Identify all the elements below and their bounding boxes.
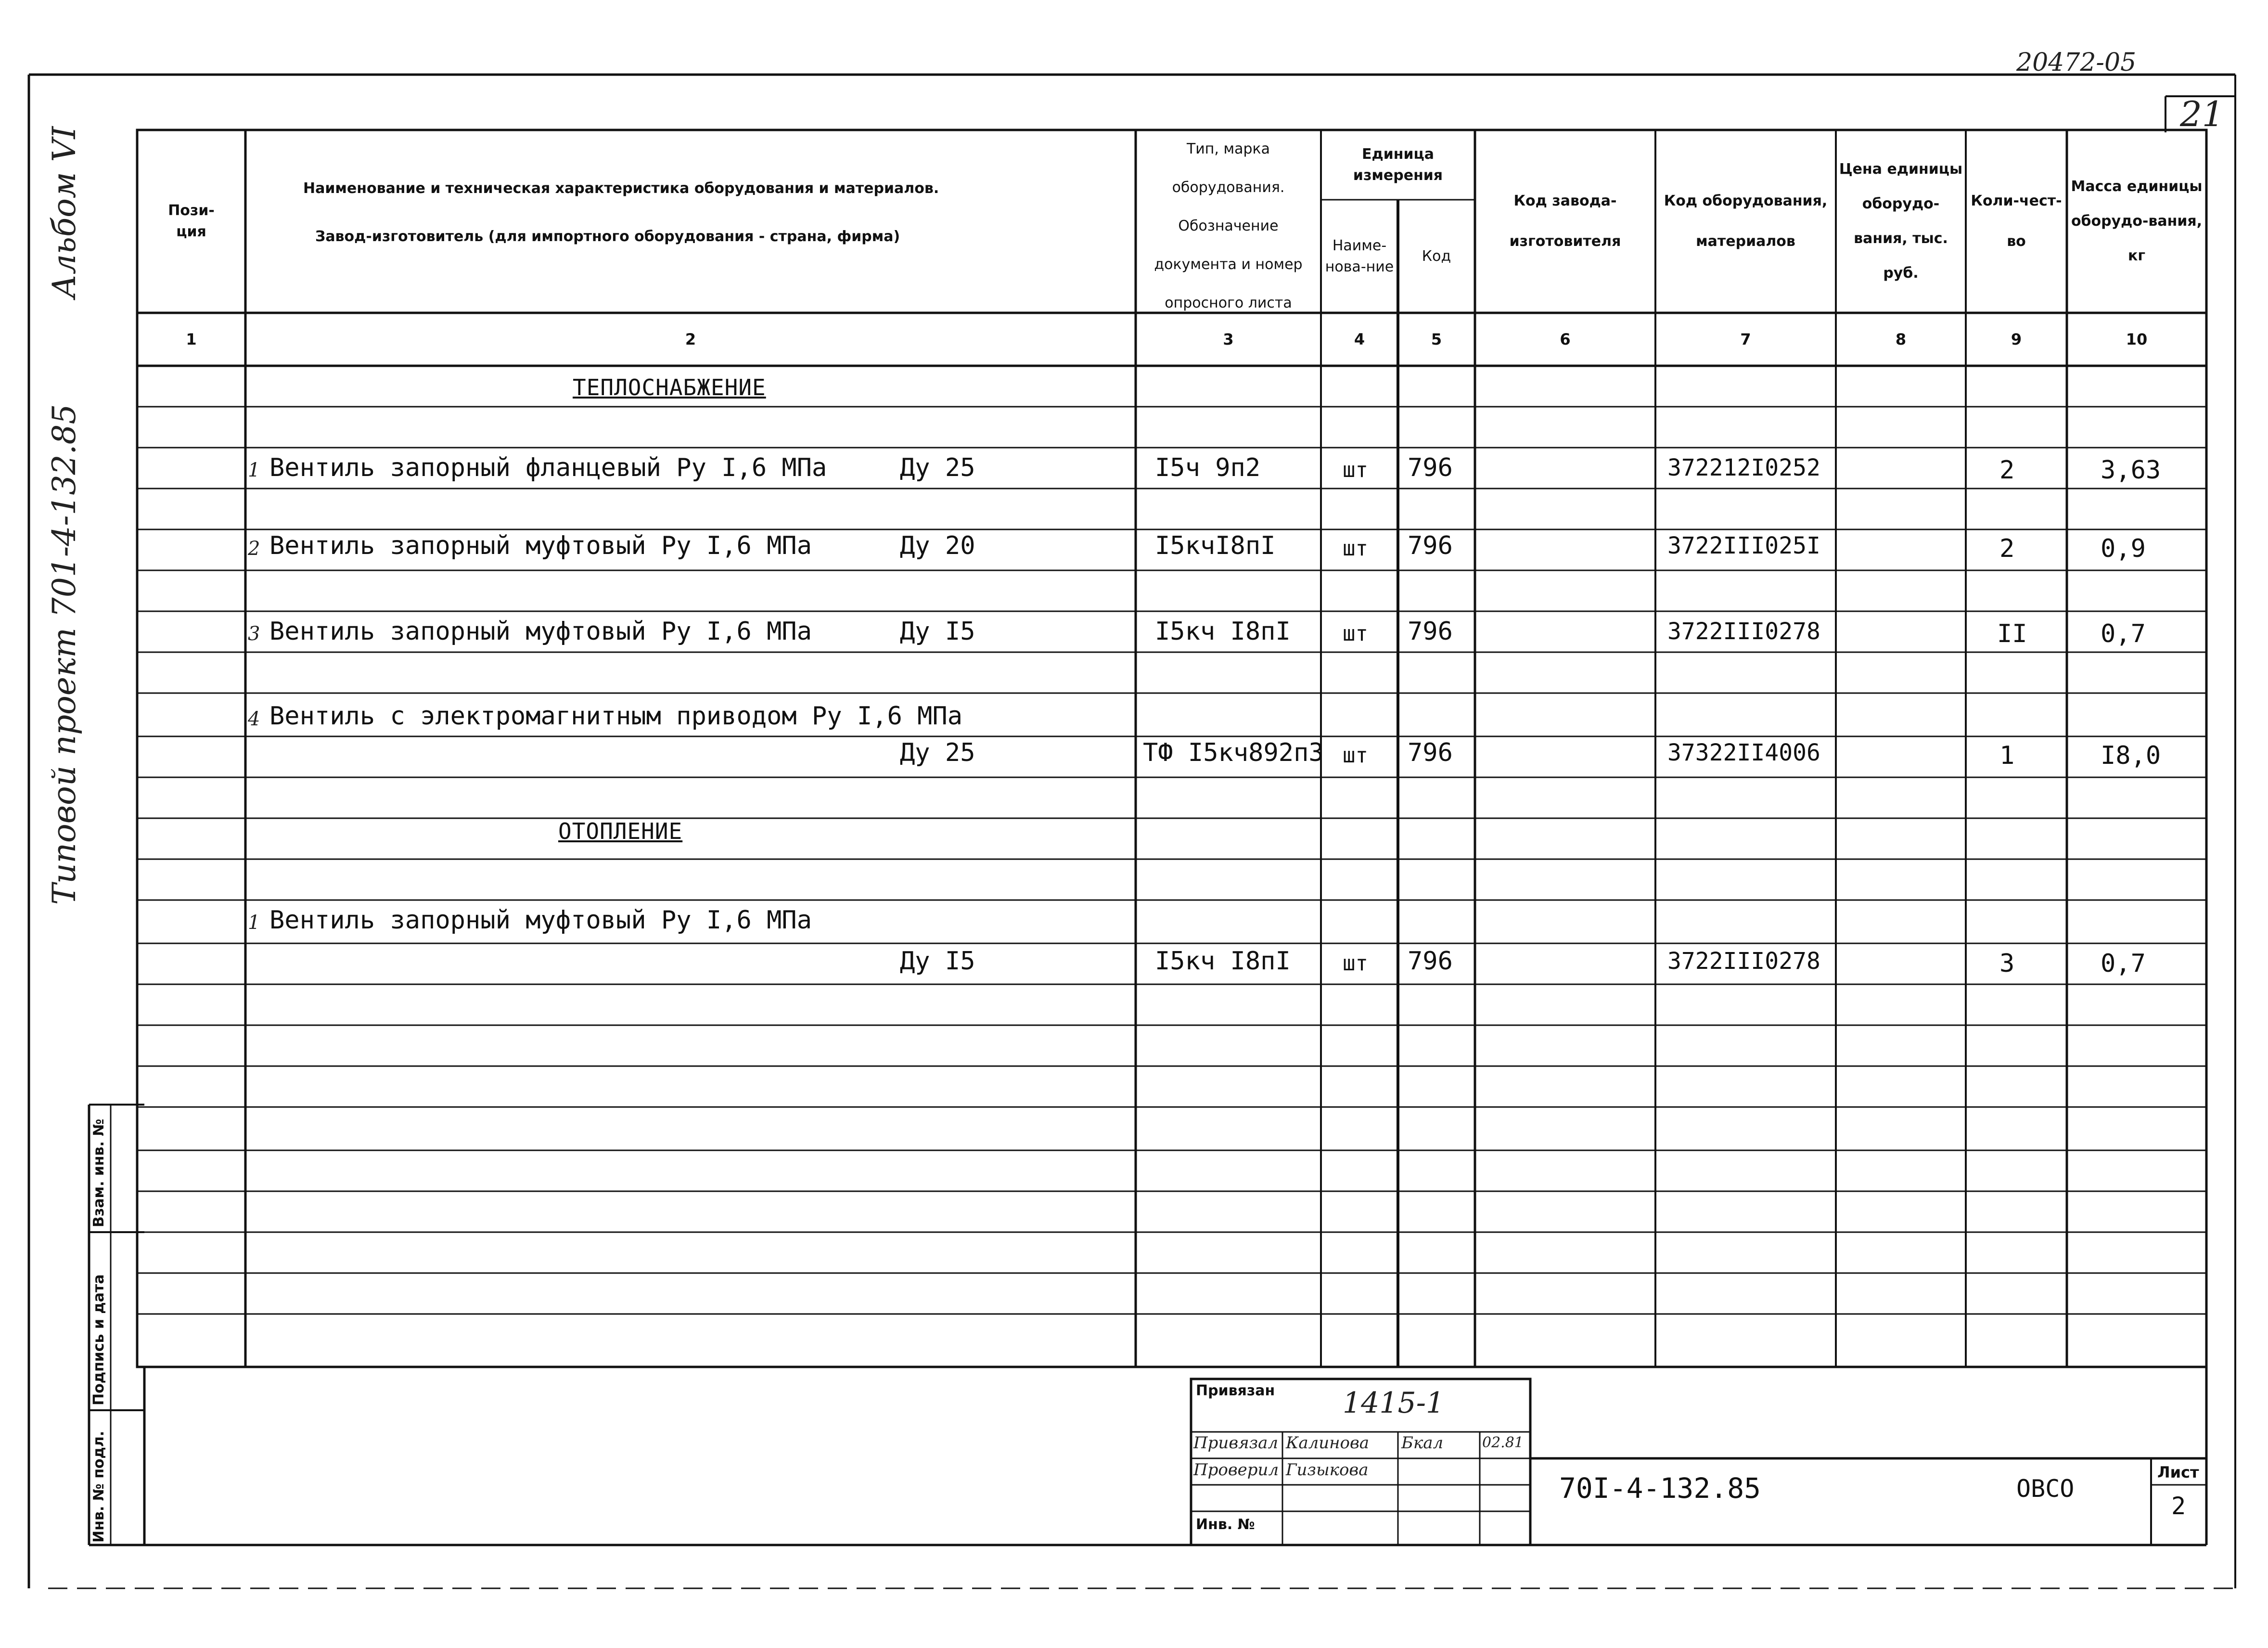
side-project-label: Типовой проект 701-4-132.85 [46,404,83,905]
sheet-value: 2 [2171,1492,2186,1520]
table-row-unit: шт [1343,951,1368,976]
document-type: ОВСО [2016,1475,2075,1503]
sheet-number-top: 21 [2180,94,2224,134]
archive-code: 20472-05 [2016,48,2137,77]
document-code: 70I-4-132.85 [1559,1472,1761,1505]
table-row-quantity: II [1997,619,2027,648]
stamp-attached-by-date: 02.81 [1482,1434,1524,1451]
col-num-10: 10 [2126,330,2148,348]
side-album-label: Альбом VI [46,126,83,298]
table-row-mass: I8,0 [2101,741,2161,770]
table-row-type: ТФ I5кч892п3 [1143,738,1324,767]
table-row-unit-code: 796 [1408,947,1453,976]
table-row-unit: шт [1343,621,1368,646]
col-num-6: 6 [1560,330,1571,348]
table-row-unit: шт [1343,743,1368,768]
table-row-equipment-code: 372212I0252 [1667,454,1820,481]
table-row-unit: шт [1343,536,1368,561]
table-row-type: I5кч I8пI [1155,947,1291,976]
table-row-equipment-code: 37322II4006 [1667,739,1820,766]
table-row-unit: шт [1343,458,1368,482]
header-type: Тип, марка оборудования. Обозначение документа и номер опросного листа [1154,141,1303,311]
table-row-equipment-code: 3722III025I [1667,532,1820,559]
section-title-heat-supply: ТЕПЛОСНАБЖЕНИЕ [573,374,766,400]
stamp-checked-by-role: Проверил [1193,1460,1279,1480]
stamp-attached-by-name: Калинова [1286,1433,1370,1453]
stamp-attached-label: Привязан [1196,1382,1275,1399]
col-num-4: 4 [1354,330,1365,348]
table-row-du: Ду I5 [900,617,975,646]
table-row-position: 2 [248,538,260,560]
table-row-mass: 3,63 [2101,456,2161,485]
table-row-name: Вентиль запорный муфтовый Ру I,6 МПа [269,617,812,646]
table-row-equipment-code: 3722III0278 [1667,618,1820,645]
table-row-quantity: 1 [1999,741,2015,770]
header-factory-code: Код завода-изготовителя [1509,193,1621,250]
header-position: Пози- ция [168,202,215,240]
side-stamp-inventory: Инв. № подл. [90,1430,107,1543]
col-num-9: 9 [2011,330,2022,348]
col-num-7: 7 [1740,330,1751,348]
header-mass: Масса единицы оборудо-вания, кг [2071,178,2203,264]
side-stamp-replacement: Взам. инв. № [90,1119,107,1227]
header-unit-code: Код [1422,247,1451,265]
table-row-position: 1 [248,912,260,934]
header-manufacturer: Завод-изготовитель (для импортного оборудования - страна, фирма) [315,228,900,245]
table-row-mass: 0,9 [2101,534,2146,563]
table-row-type: I5кч I8пI [1155,617,1291,646]
table-row-mass: 0,7 [2101,619,2146,648]
table-row-du: Ду I5 [900,947,975,976]
table-row-mass: 0,7 [2101,949,2146,978]
section-title-heating: ОТОПЛЕНИЕ [558,818,683,844]
side-stamp-signature-date: Подпись и дата [90,1274,107,1405]
stamp-inventory-number-label: Инв. № [1196,1516,1255,1533]
header-name: Наименование и техническая характеристика оборудования и материалов. [303,180,939,197]
table-row-quantity: 2 [1999,456,2015,485]
stamp-attached-by-signature: Бкал [1401,1433,1444,1453]
table-row-position: 3 [248,623,260,645]
header-unit: Единица измерения [1353,145,1443,184]
header-price: Цена единицы оборудо-вания, тыс. руб. [1839,161,1963,282]
table-row-du: Ду 20 [900,531,975,560]
table-row-unit-code: 796 [1408,738,1453,767]
table-row-type: I5кчI8пI [1155,531,1276,560]
table-row-type: I5ч 9п2 [1155,453,1261,482]
table-row-name: Вентиль с электромагнитным приводом Ру I,6 МПа [269,702,963,731]
table-row-name: Вентиль запорный фланцевый Ру I,6 МПа [269,453,827,482]
table-row-du: Ду 25 [900,453,975,482]
col-num-3: 3 [1223,330,1234,348]
col-num-8: 8 [1895,330,1907,348]
header-equipment-code: Код оборудования, материалов [1664,193,1828,250]
col-num-5: 5 [1431,330,1442,348]
table-row-name: Вентиль запорный муфтовый Ру I,6 МПа [269,531,812,560]
table-row-position: 1 [248,459,260,481]
header-unit-name: Наиме-нова-ние [1325,237,1394,275]
table-row-quantity: 2 [1999,534,2015,563]
col-num-1: 1 [186,330,197,348]
table-row-name: Вентиль запорный муфтовый Ру I,6 МПа [269,906,812,935]
stamp-checked-by-name: Гизыкова [1286,1460,1369,1480]
sheet-label: Лист [2157,1463,2199,1481]
table-row-equipment-code: 3722III0278 [1667,948,1820,975]
table-row-du: Ду 25 [900,738,975,767]
stamp-attached-value: 1415-1 [1343,1386,1445,1420]
table-row-quantity: 3 [1999,949,2015,978]
header-quantity: Коли-чест-во [1971,193,2062,250]
table-row-unit-code: 796 [1408,617,1453,646]
table-row-position: 4 [248,708,260,730]
col-num-2: 2 [685,330,696,348]
table-row-unit-code: 796 [1408,531,1453,560]
stamp-attached-by-role: Привязал [1193,1433,1279,1453]
table-row-unit-code: 796 [1408,453,1453,482]
